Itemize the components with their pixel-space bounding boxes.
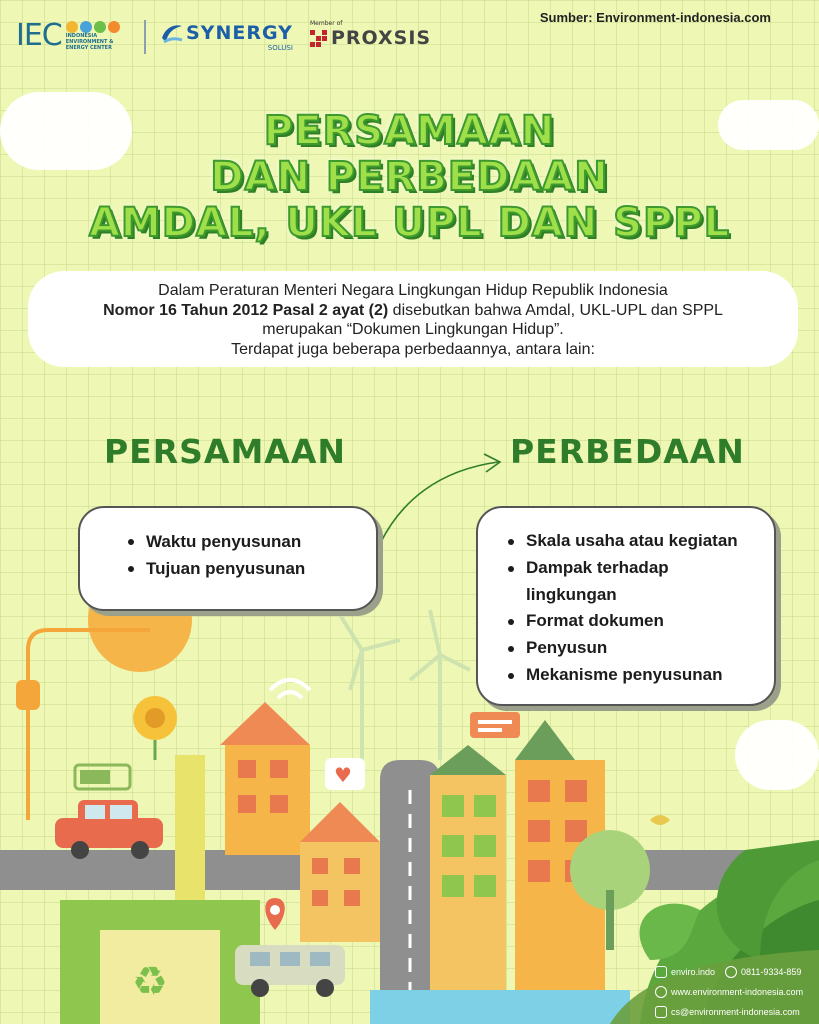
intro-box xyxy=(28,271,798,367)
proxsis-member-label: Member of xyxy=(310,20,343,27)
list-item xyxy=(508,555,774,609)
list-item: Waktu penyusunan xyxy=(128,528,376,555)
persamaan-card xyxy=(78,506,378,611)
title-line-1: PERSAMAAN xyxy=(263,108,556,154)
source-label: Sumber: Environment-indonesia.com xyxy=(539,10,771,25)
intro-line-1: Dalam Peraturan Menteri Negara Lingkungan Hidup Republik Indonesia xyxy=(158,282,668,299)
intro-line-3: merupakan “Dokumen Lingkungan Hidup”. xyxy=(262,321,564,338)
iec-subtitle: INDONESIA ENVIRONMENT & ENERGY CENTER xyxy=(65,32,114,51)
iec-logo-icon xyxy=(66,21,124,33)
svg-text:♻: ♻ xyxy=(132,959,168,1005)
sunflower-icon xyxy=(133,696,177,760)
perbedaan-list xyxy=(508,528,774,689)
whatsapp-icon xyxy=(725,966,737,978)
bird-icon xyxy=(650,815,670,825)
intro-regulation: Nomor 16 Tahun 2012 Pasal 2 ayat (2) xyxy=(103,301,389,319)
globe-icon xyxy=(655,986,667,998)
chat-bubble-icon xyxy=(470,712,520,738)
van-icon xyxy=(235,945,345,997)
proxsis-logo xyxy=(310,20,431,49)
persamaan-list xyxy=(128,528,376,582)
list-item: Format dokumen xyxy=(508,608,774,635)
header xyxy=(0,0,819,70)
list-item: Mekanisme penyusunan xyxy=(508,662,774,689)
list-item-line-2: lingkungan xyxy=(526,584,617,604)
synergy-swoosh-icon xyxy=(158,20,184,46)
whatsapp-number[interactable]: 0811-9334-859 xyxy=(741,967,802,977)
logo-divider xyxy=(144,20,146,54)
email-icon xyxy=(655,1006,667,1018)
intro-line-4: Terdapat juga beberapa perbedaannya, antara lain: xyxy=(231,340,595,358)
proxsis-grid-icon xyxy=(310,30,327,47)
iec-logo-text: IEC xyxy=(16,18,62,53)
title-line-2: DAN PERBEDAAN xyxy=(210,154,609,200)
list-item-line-1: Dampak terhadap xyxy=(526,557,669,577)
perbedaan-card xyxy=(476,506,776,706)
email-link[interactable]: cs@environment-indonesia.com xyxy=(671,1007,800,1017)
iec-logo xyxy=(16,18,124,53)
instagram-icon xyxy=(655,966,667,978)
wifi-icon xyxy=(270,680,310,698)
synergy-sub: SOLUSI xyxy=(267,44,293,52)
plug-icon xyxy=(16,680,40,710)
contact-footer xyxy=(655,962,819,1022)
persamaan-heading: PERSAMAAN xyxy=(104,432,346,471)
intro-line-2 xyxy=(28,301,798,321)
proxsis-name: PROXSIS xyxy=(331,27,432,49)
perbedaan-heading: PERBEDAAN xyxy=(510,432,745,471)
synergy-name: SYNERGY xyxy=(186,22,293,44)
heart-bubble-icon xyxy=(325,758,365,790)
synergy-logo xyxy=(158,20,293,52)
website-link[interactable]: www.environment-indonesia.com xyxy=(671,987,804,997)
location-pin-icon xyxy=(265,898,285,930)
list-item: Penyusun xyxy=(508,635,774,662)
intro-line-2-rest: disebutkan bahwa Amdal, UKL-UPL dan SPPL xyxy=(388,301,723,319)
svg-text:♥: ♥ xyxy=(334,763,352,787)
title-line-3: AMDAL, UKL UPL DAN SPPL xyxy=(88,200,731,246)
instagram-handle[interactable]: enviro.indo xyxy=(671,967,716,977)
page-title xyxy=(0,108,819,246)
list-item: Tujuan penyusunan xyxy=(128,555,376,582)
wind-turbine-icon xyxy=(340,610,470,760)
list-item: Skala usaha atau kegiatan xyxy=(508,528,774,555)
